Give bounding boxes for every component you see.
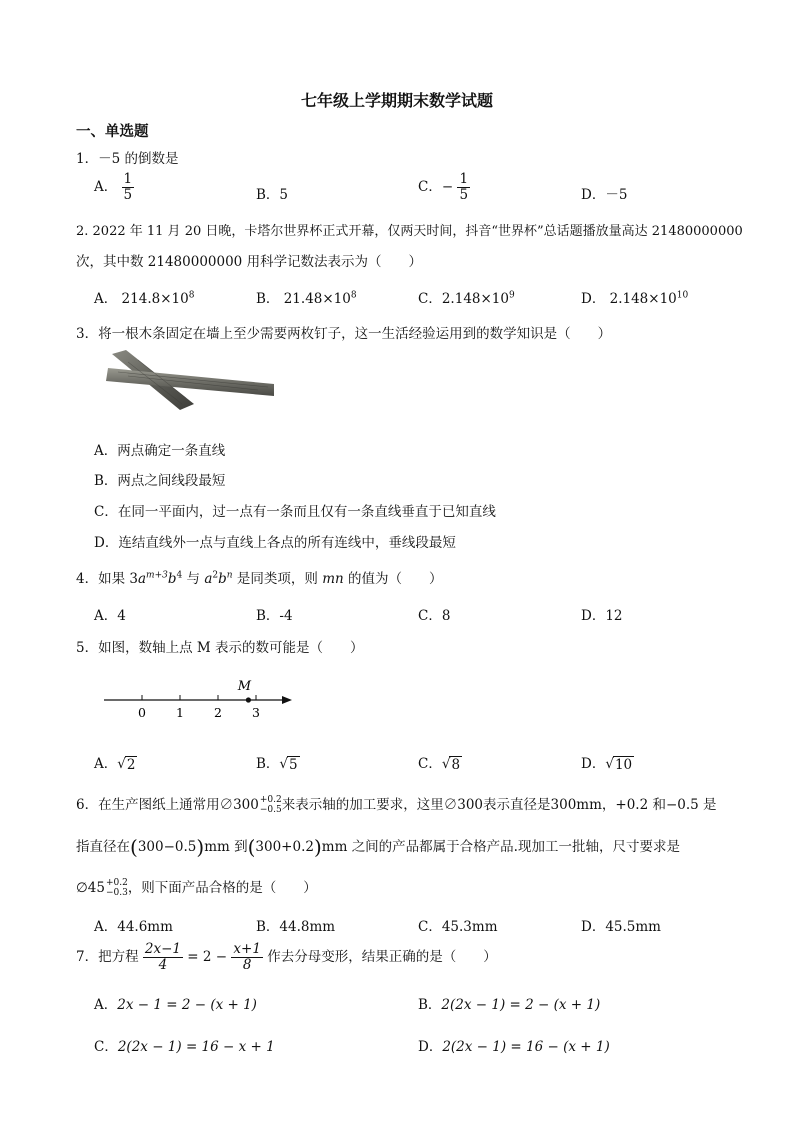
option-label: D． xyxy=(581,756,606,772)
fraction xyxy=(231,942,263,973)
q7-option-d xyxy=(418,1035,610,1055)
text: 6．在生产图纸上通常用 xyxy=(76,797,220,813)
option-label: B． xyxy=(256,291,280,307)
radical-sign: √ xyxy=(441,756,451,772)
q2-stem-line1: 2. 2022 年 11 月 20 日晚，卡塔尔世界杯正式开幕，仅两天时间，抖音“世界杯”总话题播放量高达 21480000000 xyxy=(76,224,743,239)
q4-option-b: B．-4 xyxy=(256,608,293,624)
q4-stem xyxy=(76,567,442,587)
q6-option-b: B．44.8mm xyxy=(256,919,336,935)
q2-option-a xyxy=(94,287,194,307)
radicand: 10 xyxy=(614,757,633,773)
tolerance xyxy=(106,879,128,898)
exponent: m+3 xyxy=(146,570,168,581)
q5-option-c xyxy=(418,752,462,773)
q1-option-d: D．－5 xyxy=(581,187,628,203)
option-label: C． xyxy=(418,178,442,195)
q7-option-c xyxy=(94,1035,275,1055)
point-m-label: M xyxy=(237,679,252,694)
exponent: 10 xyxy=(676,290,689,301)
text: 来表示轴的加工要求，这里 xyxy=(281,797,444,813)
arrow-icon xyxy=(282,696,292,704)
q4-option-d: D．12 xyxy=(581,608,623,624)
tick-label: 2 xyxy=(214,705,222,720)
text: ， xyxy=(601,797,616,813)
variable: b xyxy=(167,571,177,587)
mantissa: 2.148×10 xyxy=(441,291,509,307)
sqrt xyxy=(442,756,462,773)
text: 之间的产品都属于合格产品.现加工一批轴，尺寸要求是 xyxy=(351,839,680,855)
text: 与 xyxy=(186,571,201,587)
text: 7．把方程 xyxy=(76,948,139,965)
paren-close: ) xyxy=(313,835,322,859)
q7-stem xyxy=(76,942,497,973)
q3-option-c: C．在同一平面内，过一点有一条而且仅有一条直线垂直于已知直线 xyxy=(94,504,496,520)
tolerance xyxy=(260,796,282,815)
expression: 2(2x − 1) = 16 − x + 1 xyxy=(117,1039,275,1055)
variable: a xyxy=(204,571,213,587)
numerator: 1 xyxy=(123,171,133,187)
horizontal-stick xyxy=(106,368,274,396)
text: 是 xyxy=(703,797,717,813)
variable: b xyxy=(218,571,227,587)
text: 是同类项，则 xyxy=(236,571,318,587)
q1-stem: 1．－5 的倒数是 xyxy=(76,151,179,167)
text: ，则下面产品合格的是（ ） xyxy=(127,880,317,896)
numerator: 1 xyxy=(459,171,469,187)
option-label: D． xyxy=(418,1039,443,1055)
variable: a xyxy=(137,571,147,587)
denominator: 4 xyxy=(158,956,168,973)
q1-option-a xyxy=(94,172,134,203)
wood-sticks-image xyxy=(98,348,278,414)
q3-option-b: B．两点之间线段最短 xyxy=(94,473,226,489)
mantissa: 214.8×10 xyxy=(121,291,189,307)
minus-sign: − xyxy=(441,178,454,195)
q5-option-b xyxy=(256,752,300,773)
diameter-symbol: ∅ xyxy=(219,797,234,813)
value: +0.2 xyxy=(615,797,649,813)
radicand: 2 xyxy=(126,757,136,773)
radical-sign: √ xyxy=(117,756,126,772)
term-2 xyxy=(204,571,232,587)
unit: mm xyxy=(204,839,230,855)
option-label: A． xyxy=(94,178,118,195)
q2-option-d xyxy=(581,287,688,307)
option-label: A． xyxy=(94,291,118,307)
expression: 300−0.5 xyxy=(137,839,197,855)
tick-label: 3 xyxy=(252,705,260,720)
q2-option-b xyxy=(256,287,357,307)
value: 45 xyxy=(87,880,105,896)
denominator: 5 xyxy=(123,186,133,203)
expression: 300+0.2 xyxy=(255,839,314,855)
mantissa: 21.48×10 xyxy=(283,291,351,307)
text: 4．如果 xyxy=(76,571,126,587)
section-heading: 一、单选题 xyxy=(76,124,149,140)
paren-close: ) xyxy=(196,835,205,859)
q4-option-c: C．8 xyxy=(418,608,451,624)
q6-line1 xyxy=(76,793,717,815)
tick-label: 1 xyxy=(176,705,184,720)
point-m xyxy=(246,697,251,702)
q1-option-b: B．5 xyxy=(256,187,289,203)
option-label: B． xyxy=(418,997,442,1013)
paren-open: ( xyxy=(247,835,256,859)
denominator: 5 xyxy=(459,186,469,203)
sqrt xyxy=(279,756,299,773)
q7-option-a xyxy=(94,993,257,1013)
option-label: C． xyxy=(94,1039,118,1055)
exponent: 2 xyxy=(212,570,219,581)
numerator: x+1 xyxy=(233,941,261,957)
exponent: 8 xyxy=(188,290,195,301)
fraction xyxy=(143,942,183,973)
radicand: 8 xyxy=(451,757,461,773)
expression: 2x − 1 = 2 − (x + 1) xyxy=(117,997,257,1013)
q3-option-d: D．连结直线外一点与直线上各点的所有连线中，垂线段最短 xyxy=(94,535,456,551)
q5-option-d xyxy=(581,752,634,773)
exponent: 4 xyxy=(176,570,183,581)
tolerance-upper: +0.2 xyxy=(259,795,282,806)
option-label: A． xyxy=(94,997,118,1013)
number-line xyxy=(100,674,300,724)
paren-open: ( xyxy=(130,835,138,859)
exponent: 9 xyxy=(508,290,515,301)
q6-option-c: C．45.3mm xyxy=(418,919,498,935)
option-label: A． xyxy=(94,756,118,772)
exponent: n xyxy=(226,570,233,581)
q7-option-b xyxy=(418,993,600,1013)
q6-line2 xyxy=(76,835,680,859)
text: 指直径在 xyxy=(76,839,130,855)
term-1 xyxy=(129,571,182,587)
option-label: C． xyxy=(418,291,442,307)
option-label: D． xyxy=(581,291,606,307)
fraction xyxy=(457,172,470,203)
fraction xyxy=(122,172,135,203)
q5-stem: 5．如图，数轴上点 M 表示的数可能是（ ） xyxy=(76,640,364,656)
q3-stem: 3．将一根木条固定在墙上至少需要两枚钉子，这一生活经验运用到的数学知识是（ ） xyxy=(76,326,612,342)
variable: mn xyxy=(322,571,344,587)
tick-label: 0 xyxy=(138,705,146,720)
tolerance-lower: −0.3 xyxy=(105,887,128,898)
unit: mm xyxy=(321,839,348,855)
denominator: 8 xyxy=(242,956,252,973)
coefficient: 3 xyxy=(129,571,138,587)
q6-option-d: D．45.5mm xyxy=(581,919,661,935)
radicand: 5 xyxy=(289,757,298,773)
q2-option-c xyxy=(418,287,515,307)
exponent: 8 xyxy=(350,290,357,301)
page-title: 七年级上学期期末数学试题 xyxy=(300,91,493,110)
radical-sign: √ xyxy=(605,756,614,772)
q6-option-a: A．44.6mm xyxy=(94,919,173,935)
value: ∅300 xyxy=(443,797,484,813)
diameter-symbol: ∅ xyxy=(76,880,88,896)
ticks xyxy=(138,695,260,720)
expression: 2(2x − 1) = 2 − (x + 1) xyxy=(441,997,601,1013)
tolerance-lower: −0.5 xyxy=(259,804,282,815)
mantissa: 2.148×10 xyxy=(609,291,677,307)
expression: 2(2x − 1) = 16 − (x + 1) xyxy=(442,1039,610,1055)
value: −0.5 xyxy=(665,797,699,813)
q4-option-a: A．4 xyxy=(94,608,126,624)
q6-line3 xyxy=(76,876,317,898)
text: 表示直径是 xyxy=(483,797,551,813)
text: 作去分母变形，结果正确的是（ ） xyxy=(267,948,497,965)
equals: = 2 − xyxy=(187,948,228,965)
text: 到 xyxy=(234,839,248,855)
q2-stem-line2: 次，其中数 21480000000 用科学记数法表示为（ ） xyxy=(76,254,423,270)
q5-option-a xyxy=(94,752,137,773)
value: 300mm xyxy=(550,797,602,813)
q1-option-c xyxy=(418,172,470,203)
numerator: 2x−1 xyxy=(144,941,181,957)
value: 300 xyxy=(233,797,259,813)
sqrt xyxy=(117,756,137,773)
radical-sign: √ xyxy=(279,756,289,772)
tolerance-upper: +0.2 xyxy=(105,878,128,889)
option-label: B． xyxy=(256,756,280,772)
text: 和 xyxy=(652,797,666,813)
option-label: C． xyxy=(418,756,442,772)
q3-option-a: A．两点确定一条直线 xyxy=(94,443,226,459)
sqrt xyxy=(605,756,634,773)
text: 的值为（ ） xyxy=(347,571,443,587)
